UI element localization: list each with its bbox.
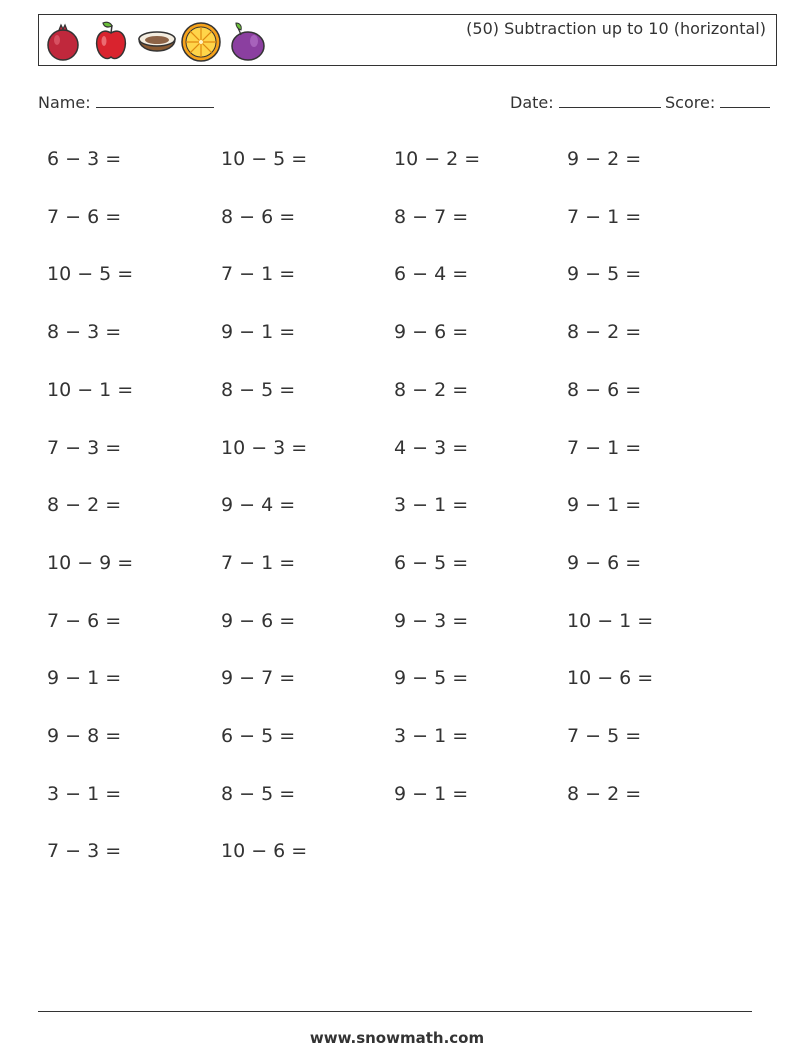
problem-item: 8 − 6 = [221, 205, 296, 228]
problem-item: 9 − 6 = [221, 609, 296, 632]
problem-item: 9 − 4 = [221, 494, 296, 517]
problem-item: 3 − 1 = [394, 725, 469, 747]
problem-item: 10 − 2 = [394, 148, 481, 170]
problem-item: 9 − 2 = [567, 148, 642, 170]
date-label: Date: [510, 93, 554, 112]
plum-icon [227, 19, 267, 63]
problem-item: 3 − 1 = [47, 782, 122, 805]
problem-item: 7 − 1 = [567, 205, 642, 228]
score-blank[interactable] [720, 93, 770, 108]
problem-item: 6 − 5 = [221, 725, 296, 747]
score-field[interactable] [665, 93, 770, 112]
problem-item: 7 − 1 = [567, 436, 642, 459]
problem-item: 6 − 5 = [394, 551, 469, 574]
problem-item: 7 − 6 = [47, 609, 122, 632]
problem-item: 7 − 5 = [567, 725, 642, 747]
problem-item: 7 − 3 = [47, 436, 122, 459]
problem-item: 10 − 5 = [47, 263, 134, 286]
name-field[interactable] [38, 93, 214, 112]
score-label: Score: [665, 93, 716, 112]
problem-item: 7 − 1 = [221, 551, 296, 574]
problem-item: 10 − 6 = [221, 840, 308, 863]
coconut-icon [137, 19, 177, 63]
problem-item: 7 − 3 = [47, 840, 122, 863]
problem-item: 9 − 7 = [221, 667, 296, 690]
problem-item: 10 − 9 = [47, 551, 134, 574]
apple-icon [91, 19, 131, 63]
orange-slice-icon [179, 19, 223, 63]
problem-item: 9 − 1 = [567, 494, 642, 517]
problem-item: 9 − 3 = [394, 609, 469, 632]
problem-item: 10 − 1 = [567, 609, 654, 632]
problem-item: 8 − 6 = [567, 378, 642, 401]
problem-item: 8 − 2 = [567, 321, 642, 344]
problem-item: 9 − 8 = [47, 725, 122, 747]
problem-item: 8 − 7 = [394, 205, 469, 228]
problem-item: 6 − 4 = [394, 263, 469, 286]
problem-item: 4 − 3 = [394, 436, 469, 459]
problem-item: 8 − 2 = [567, 782, 642, 805]
problem-item: 8 − 3 = [47, 321, 122, 344]
problem-item: 9 − 1 = [221, 321, 296, 344]
date-blank[interactable] [559, 93, 661, 108]
problem-item: 8 − 2 = [47, 494, 122, 517]
footer-divider [38, 1011, 752, 1012]
problem-item: 7 − 1 = [221, 263, 296, 286]
problem-item: 9 − 6 = [394, 321, 469, 344]
problem-item: 7 − 6 = [47, 205, 122, 228]
problem-item: 9 − 5 = [567, 263, 642, 286]
problem-item: 9 − 1 = [394, 782, 469, 805]
problem-item: 10 − 6 = [567, 667, 654, 690]
problem-item: 8 − 5 = [221, 782, 296, 805]
problem-item: 9 − 1 = [47, 667, 122, 690]
problem-item: 8 − 5 = [221, 378, 296, 401]
problem-item: 9 − 5 = [394, 667, 469, 690]
problem-item: 8 − 2 = [394, 378, 469, 401]
problem-item: 9 − 6 = [567, 551, 642, 574]
worksheet-title: (50) Subtraction up to 10 (horizontal) [466, 19, 766, 38]
problem-item: 3 − 1 = [394, 494, 469, 517]
problem-item: 10 − 1 = [47, 378, 134, 401]
problem-item: 6 − 3 = [47, 148, 122, 170]
problem-item: 10 − 5 = [221, 148, 308, 170]
name-label: Name: [38, 93, 91, 112]
name-blank[interactable] [96, 93, 214, 108]
pomegranate-icon [43, 19, 83, 63]
problem-item: 10 − 3 = [221, 436, 308, 459]
footer-url[interactable]: www.snowmath.com [309, 1029, 485, 1047]
date-field[interactable] [510, 93, 661, 112]
worksheet-header [38, 14, 777, 66]
